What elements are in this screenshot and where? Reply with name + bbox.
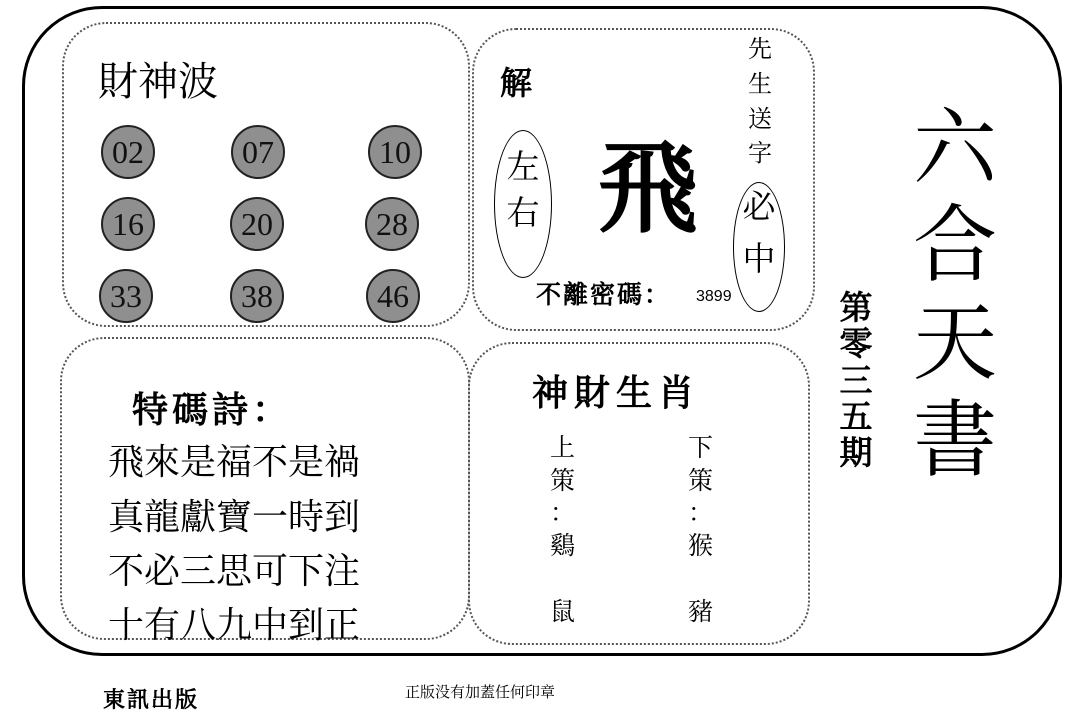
poem-line: 十有八九中到正: [108, 605, 361, 646]
oval-char: 中: [742, 238, 776, 278]
upper-animal: 鷄: [550, 530, 576, 560]
poem-line: 飛來是福不是禍: [108, 442, 361, 483]
upper-label-char: 上: [550, 433, 576, 462]
code-value: 3899: [696, 288, 732, 305]
issue-number: [836, 290, 876, 471]
lower-label-char: 下: [688, 433, 714, 462]
oval-char: 必: [742, 187, 776, 226]
lower-label-char: 策: [688, 465, 714, 495]
poem-line: 真龍獻寶一時到: [108, 497, 361, 538]
sender-char: 先: [748, 35, 772, 63]
issue-char: 第: [839, 288, 873, 327]
wave-number-ball: 10: [368, 125, 422, 179]
wave-number-ball: 28: [365, 197, 419, 251]
wave-title: 財神波: [98, 59, 218, 105]
sender-char: 字: [748, 139, 772, 168]
wave-number-ball: 02: [101, 125, 155, 179]
zodiac-title: 神財生肖: [532, 373, 701, 414]
wave-number-ball: 46: [366, 269, 420, 323]
sender-text: [740, 32, 780, 171]
riddle-main-char: 飛: [598, 130, 698, 247]
lower-animal: 豬: [688, 597, 714, 626]
footer-note: 正版没有加蓋任何印章: [405, 683, 556, 701]
title-char: 書: [912, 391, 997, 490]
lower-label-char: ：: [688, 498, 714, 527]
wave-number-ball: 20: [230, 197, 284, 251]
title-char: 合: [912, 196, 997, 295]
upper-animal: 鼠: [550, 597, 576, 626]
lower-strategy: [688, 432, 713, 629]
left-right-text: [496, 148, 550, 232]
issue-char: 期: [839, 433, 873, 473]
upper-label-char: ：: [550, 498, 576, 527]
poem-line: 不必三思可下注: [108, 551, 361, 592]
upper-label-char: 策: [550, 465, 576, 495]
main-title: [905, 100, 1005, 490]
lower-animal: 猴: [688, 530, 714, 560]
wave-number-ball: 38: [230, 269, 284, 323]
title-char: 六: [912, 99, 997, 197]
issue-char: 零: [839, 324, 873, 364]
oval-char: 右: [506, 192, 540, 232]
wave-number-ball: 07: [231, 125, 285, 179]
issue-char: 五: [839, 396, 873, 436]
issue-char: 三: [839, 360, 873, 400]
sender-char: 送: [748, 104, 772, 133]
poem-title: 特碼詩：: [132, 390, 293, 431]
publisher: 東訊出版: [103, 688, 200, 713]
wave-number-ball: 33: [99, 269, 153, 323]
wave-number-ball: 16: [101, 197, 155, 251]
upper-strategy: [550, 432, 575, 629]
title-char: 天: [912, 293, 997, 392]
oval-char: 左: [506, 147, 540, 186]
riddle-label: 解: [500, 64, 533, 102]
must-hit-text: [735, 188, 783, 278]
sender-char: 生: [748, 69, 772, 98]
code-label: 不離密碼：: [536, 280, 672, 309]
